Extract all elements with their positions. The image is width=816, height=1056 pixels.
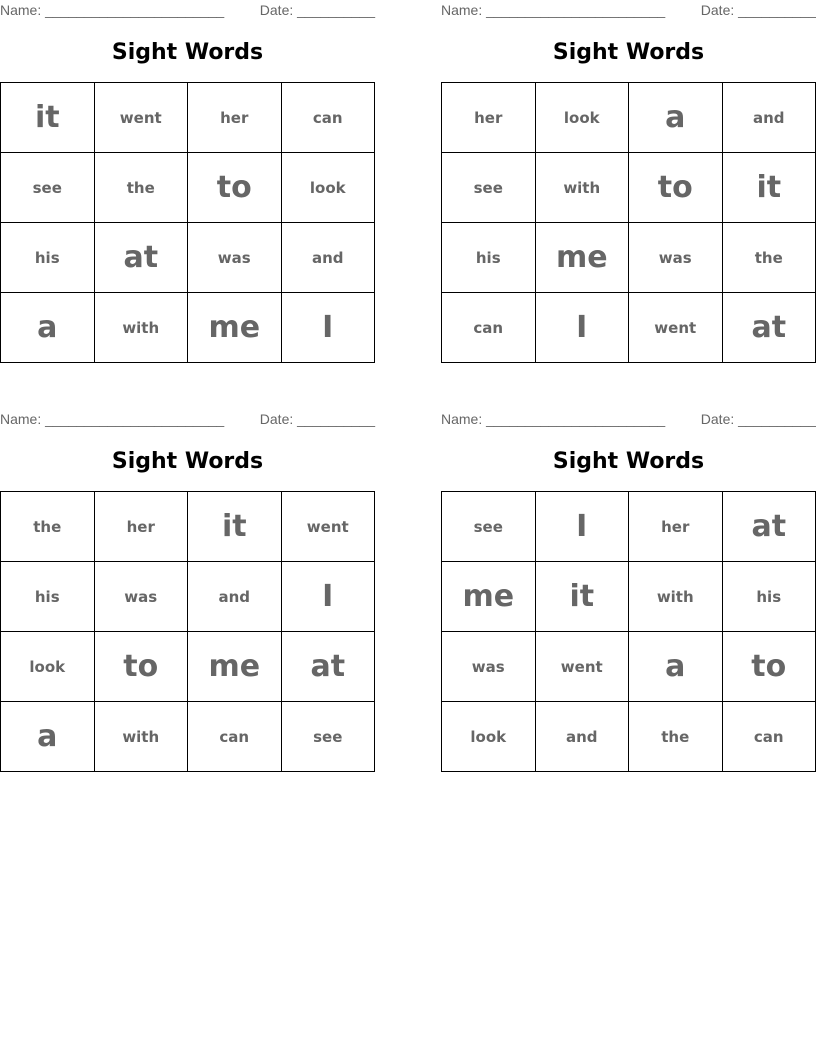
word-cell: look [442,702,536,772]
word-cell: and [281,223,375,293]
word-cell: her [629,492,723,562]
name-date-line [0,411,375,429]
grid-row [1,153,375,223]
word-cell: and [188,562,282,632]
word-cell: me [188,632,282,702]
grid-row [1,632,375,702]
word-cell: was [94,562,188,632]
grid-row [1,83,375,153]
card-title: Sight Words [552,40,705,65]
word-cell: see [281,702,375,772]
word-cell: can [442,293,536,363]
word-cell: his [722,562,816,632]
date-field[interactable]: Date: __________ [259,2,375,18]
word-grid [441,491,816,772]
grid-row [1,562,375,632]
word-cell: went [535,632,629,702]
word-cell: went [629,293,723,363]
date-field[interactable]: Date: __________ [259,411,375,427]
word-cell: his [1,562,95,632]
word-cell: to [629,153,723,223]
date-field[interactable]: Date: __________ [700,2,816,18]
word-cell: his [442,223,536,293]
grid-row [1,223,375,293]
grid-row [1,702,375,772]
card-title: Sight Words [552,449,705,474]
word-cell: her [94,492,188,562]
word-cell: a [629,83,723,153]
word-cell: with [535,153,629,223]
word-cell: was [188,223,282,293]
word-cell: look [535,83,629,153]
word-cell: I [281,293,375,363]
grid-row [1,293,375,363]
grid-row [442,632,816,702]
word-cell: to [188,153,282,223]
word-cell: it [188,492,282,562]
grid-row [442,223,816,293]
name-date-line [441,411,816,429]
word-cell: and [535,702,629,772]
word-grid [0,491,375,772]
word-cell: at [722,492,816,562]
word-cell: it [722,153,816,223]
word-cell: at [722,293,816,363]
word-cell: me [188,293,282,363]
word-grid [0,82,375,363]
card-title: Sight Words [111,449,264,474]
word-cell: me [535,223,629,293]
word-cell: see [442,492,536,562]
name-field[interactable]: Name: _______________________ [0,2,225,18]
grid-row [442,153,816,223]
word-cell: can [281,83,375,153]
grid-row [442,562,816,632]
word-cell: can [188,702,282,772]
word-cell: at [281,632,375,702]
name-date-line [0,2,375,20]
word-cell: I [281,562,375,632]
word-grid [441,82,816,363]
word-cell: the [629,702,723,772]
word-cell: a [1,702,95,772]
word-cell: I [535,492,629,562]
word-cell: went [281,492,375,562]
word-cell: with [629,562,723,632]
word-cell: her [188,83,282,153]
word-cell: can [722,702,816,772]
word-cell: me [442,562,536,632]
word-cell: the [94,153,188,223]
date-field[interactable]: Date: __________ [700,411,816,427]
word-cell: the [722,223,816,293]
word-cell: with [94,293,188,363]
grid-row [442,702,816,772]
grid-row [442,293,816,363]
word-cell: went [94,83,188,153]
card-title: Sight Words [111,40,264,65]
name-field[interactable]: Name: _______________________ [441,2,666,18]
grid-row [442,83,816,153]
word-cell: I [535,293,629,363]
word-cell: with [94,702,188,772]
word-cell: and [722,83,816,153]
word-cell: see [1,153,95,223]
word-cell: to [94,632,188,702]
word-cell: the [1,492,95,562]
name-field[interactable]: Name: _______________________ [0,411,225,427]
word-cell: it [535,562,629,632]
name-date-line [441,2,816,20]
word-cell: was [442,632,536,702]
word-cell: to [722,632,816,702]
word-cell: was [629,223,723,293]
grid-row [1,492,375,562]
word-cell: look [281,153,375,223]
word-cell: see [442,153,536,223]
word-cell: look [1,632,95,702]
word-cell: a [1,293,95,363]
grid-row [442,492,816,562]
word-cell: his [1,223,95,293]
word-cell: at [94,223,188,293]
word-cell: it [1,83,95,153]
word-cell: her [442,83,536,153]
name-field[interactable]: Name: _______________________ [441,411,666,427]
word-cell: a [629,632,723,702]
